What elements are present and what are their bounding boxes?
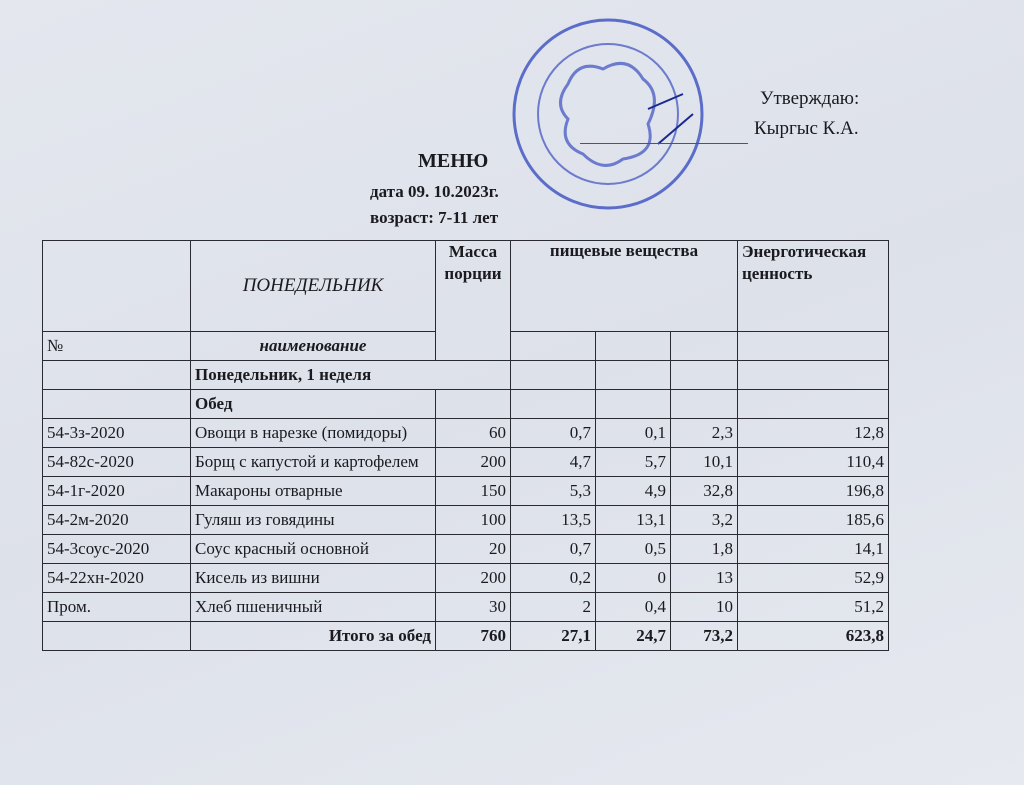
- mass: 200: [436, 564, 511, 593]
- fat: 5,7: [596, 448, 671, 477]
- week-label: Понедельник, 1 неделя: [191, 361, 511, 390]
- mass: 100: [436, 506, 511, 535]
- meal-label: Обед: [191, 390, 436, 419]
- header-blank: [43, 241, 191, 332]
- dish-code: 54-82с-2020: [43, 448, 191, 477]
- mass: 60: [436, 419, 511, 448]
- dish-name: Макароны отварные: [191, 477, 436, 506]
- protein: 13,5: [511, 506, 596, 535]
- no-header: №: [43, 332, 191, 361]
- carbs: 13: [671, 564, 738, 593]
- energy: 196,8: [738, 477, 889, 506]
- protein: 0,7: [511, 535, 596, 564]
- nutrients-header: пищевые вещества: [511, 241, 738, 332]
- protein: 0,2: [511, 564, 596, 593]
- dish-name: Хлеб пшеничный: [191, 593, 436, 622]
- mass: 20: [436, 535, 511, 564]
- table-row: [43, 535, 889, 564]
- dish-name: Гуляш из говядины: [191, 506, 436, 535]
- table-row: [43, 564, 889, 593]
- energy: 51,2: [738, 593, 889, 622]
- dish-name: Борщ с капустой и картофелем: [191, 448, 436, 477]
- table-row: [43, 593, 889, 622]
- energy: 52,9: [738, 564, 889, 593]
- dish-code: 54-2м-2020: [43, 506, 191, 535]
- age-group: возраст: 7-11 лет: [370, 208, 499, 227]
- mass-header: Масса порции: [436, 241, 511, 361]
- protein: 2: [511, 593, 596, 622]
- protein: 0,7: [511, 419, 596, 448]
- signature-line: [580, 143, 748, 144]
- page-title: МЕНЮ: [418, 150, 489, 172]
- energy: 12,8: [738, 419, 889, 448]
- total-protein: 27,1: [511, 622, 596, 651]
- mass: 150: [436, 477, 511, 506]
- dish-name: Соус красный основной: [191, 535, 436, 564]
- total-row: [43, 622, 889, 651]
- energy-header: Энерготическая ценность: [738, 241, 889, 332]
- carbs: 3,2: [671, 506, 738, 535]
- dish-code: Пром.: [43, 593, 191, 622]
- table-row: [43, 506, 889, 535]
- menu-table: [42, 240, 889, 651]
- table-row: [43, 477, 889, 506]
- fat: 13,1: [596, 506, 671, 535]
- fat: 0,1: [596, 419, 671, 448]
- table-row: [43, 419, 889, 448]
- carbs: 10,1: [671, 448, 738, 477]
- dish-name: Кисель из вишни: [191, 564, 436, 593]
- carbs: 10: [671, 593, 738, 622]
- total-fat: 24,7: [596, 622, 671, 651]
- approval-label: Утверждаю:: [760, 88, 860, 109]
- mass: 30: [436, 593, 511, 622]
- total-label: Итого за обед: [191, 622, 436, 651]
- total-carbs: 73,2: [671, 622, 738, 651]
- mass: 200: [436, 448, 511, 477]
- dish-name: Овощи в нарезке (помидоры): [191, 419, 436, 448]
- day-header: ПОНЕДЕЛЬНИК: [191, 241, 436, 332]
- dish-code: 54-1г-2020: [43, 477, 191, 506]
- carbs: 32,8: [671, 477, 738, 506]
- signer-name: Кыргыс К.А.: [754, 118, 859, 139]
- dish-code: 54-3з-2020: [43, 419, 191, 448]
- total-energy: 623,8: [738, 622, 889, 651]
- fat: 0,5: [596, 535, 671, 564]
- menu-date: дата 09. 10.2023г.: [370, 182, 499, 201]
- dish-code: 54-3соус-2020: [43, 535, 191, 564]
- total-mass: 760: [436, 622, 511, 651]
- carbs: 2,3: [671, 419, 738, 448]
- table-row: [43, 448, 889, 477]
- protein: 5,3: [511, 477, 596, 506]
- energy: 14,1: [738, 535, 889, 564]
- dish-code: 54-22хн-2020: [43, 564, 191, 593]
- protein: 4,7: [511, 448, 596, 477]
- energy: 185,6: [738, 506, 889, 535]
- carbs: 1,8: [671, 535, 738, 564]
- name-header: наименование: [191, 332, 436, 361]
- fat: 0: [596, 564, 671, 593]
- official-stamp: [508, 14, 708, 214]
- fat: 4,9: [596, 477, 671, 506]
- energy: 110,4: [738, 448, 889, 477]
- fat: 0,4: [596, 593, 671, 622]
